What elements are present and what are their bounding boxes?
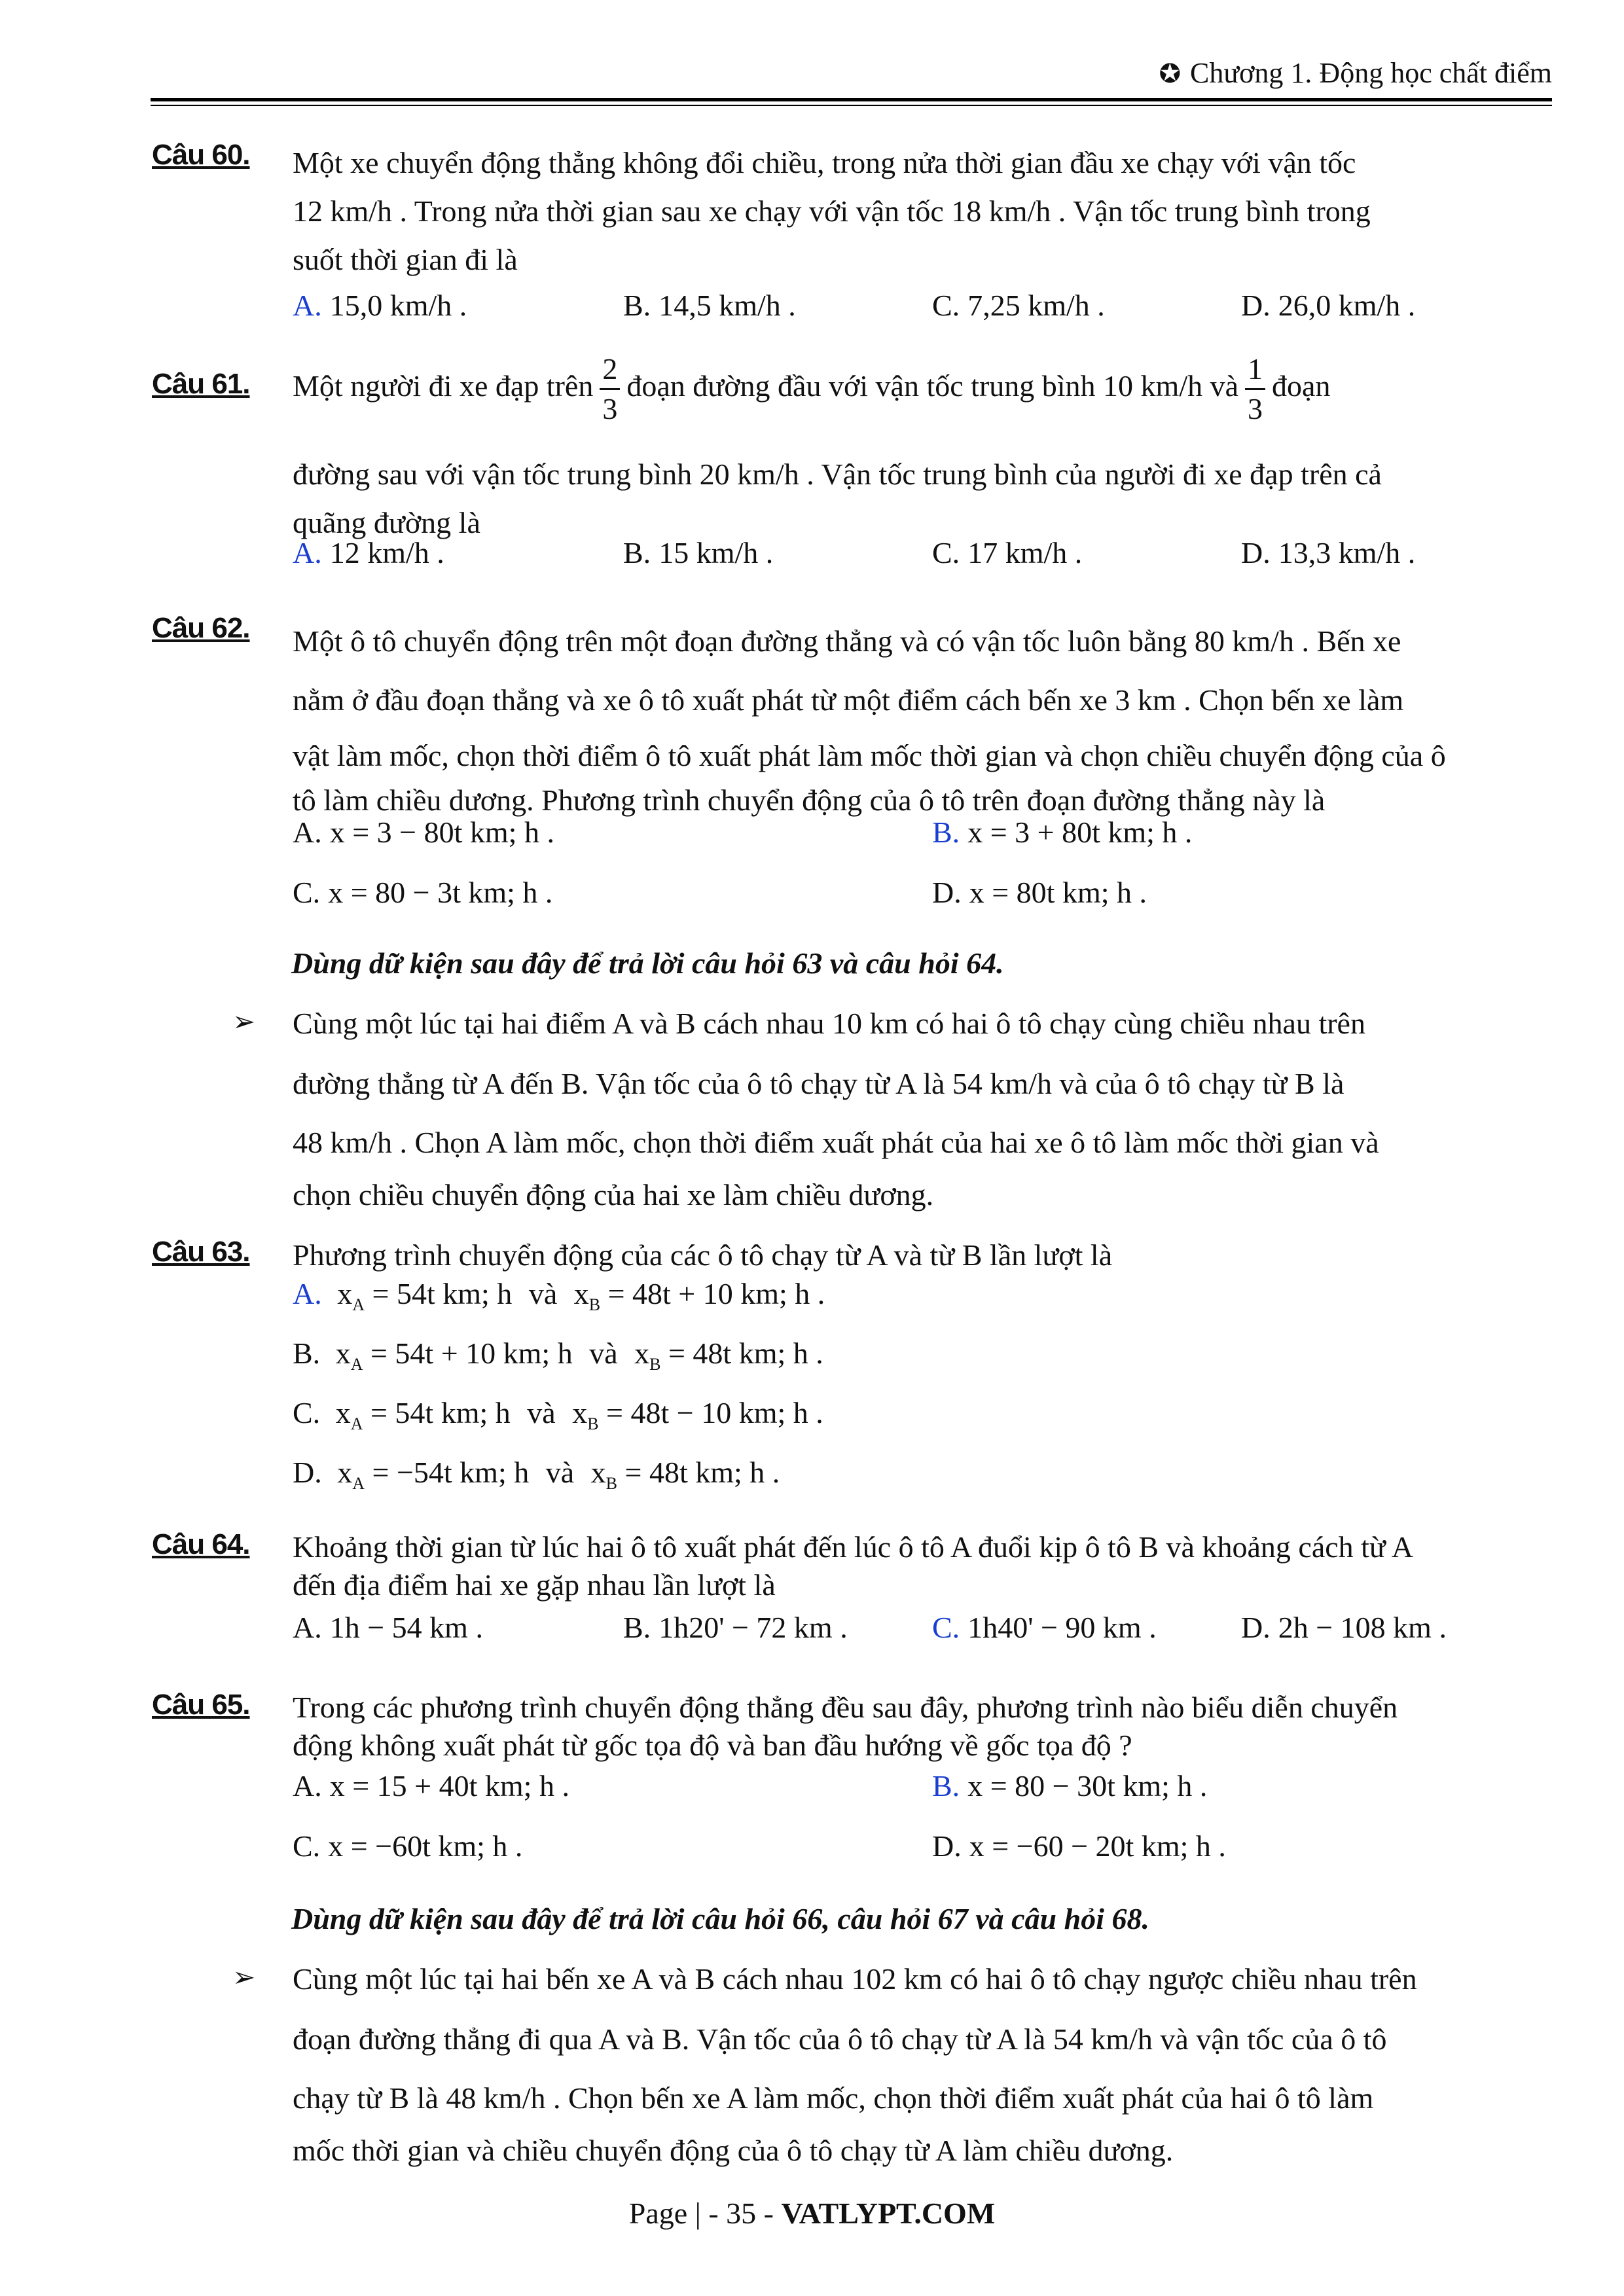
answer-d[interactable]: D. 2h − 108 km .	[1241, 1611, 1447, 1644]
answer-c[interactable]: C. 17 km/h .	[932, 536, 1083, 569]
answer-c[interactable]: C. $x_A = 54t$ km; h và $x_B = 48t - 10$ km; h .	[293, 1396, 823, 1434]
question-label: Câu 60.	[152, 139, 250, 171]
question-text: Phương trình chuyển động của các ô tô chạy từ A và từ B lần lượt là	[293, 1238, 1113, 1272]
answer-a[interactable]: A. $x_A = 54t$ km; h và $x_B = 48t + 10$ km; h .	[293, 1277, 825, 1315]
answer-b[interactable]: B. x = 3 + 80t km; h .	[932, 816, 1193, 849]
arrow-bullet-icon: ➢	[232, 1005, 256, 1037]
answer-a[interactable]: A. 1h − 54 km .	[293, 1611, 483, 1644]
question-text: Một người đi xe đạp trên $\frac{2}{3}$ đoạn đường đầu với vận tốc trung bình 10 km/h và $\frac{1}{3}$ đoạn đường sau với vận tốc trung bình 20 km/h . Vận tốc trung bình của người đi xe đạp trên cả quãng đường là	[293, 351, 1382, 539]
header-rule-thick	[151, 98, 1552, 101]
question-64	[152, 1528, 1553, 1659]
answer-b[interactable]: B. x = 80 − 30t km; h .	[932, 1769, 1208, 1803]
answer-b[interactable]: B. 1h20' − 72 km .	[623, 1611, 848, 1644]
star-icon: ✪	[1159, 59, 1181, 89]
fraction-one-third: $\frac{1}{3}$	[1245, 354, 1265, 424]
question-label: Câu 65.	[152, 1689, 250, 1721]
question-text: Trong các phương trình chuyển động thẳng đều sau đây, phương trình nào biểu diễn chuyển động không xuất phát từ gốc tọa độ và ban đầu hướng về gốc tọa độ ?	[293, 1691, 1398, 1762]
answer-d[interactable]: D. x = −60 − 20t km; h .	[932, 1829, 1226, 1863]
answer-c[interactable]: C. 7,25 km/h .	[932, 289, 1105, 322]
arrow-bullet-icon: ➢	[232, 1961, 256, 1993]
context-paragraph-2: Cùng một lúc tại hai bến xe A và B cách nhau 102 km có hai ô tô chạy ngược chiều nhau trên đoạn đường thẳng đi qua A và B. Vận tốc của ô tô chạy từ A là 54 km/h và vận tốc của ô tô chạy từ B là 48 km/h . Chọn bến xe A làm mốc, chọn thời điểm xuất phát của hai ô tô làm mốc thời gian và chiều chuyển động của ô tô chạy từ A làm chiều dương.	[293, 1962, 1417, 2167]
question-65	[152, 1689, 1553, 1872]
answer-b[interactable]: B. 14,5 km/h .	[623, 289, 796, 322]
answer-c[interactable]: C. 1h40' − 90 km .	[932, 1611, 1157, 1644]
question-60	[152, 139, 1553, 355]
chapter-title: Chương 1. Động học chất điểm	[1189, 57, 1552, 89]
answer-a[interactable]: A. 15,0 km/h .	[293, 289, 467, 322]
page-header	[151, 56, 1552, 98]
fraction-two-thirds: $\frac{2}{3}$	[600, 354, 620, 424]
answer-d[interactable]: D. x = 80t km; h .	[932, 876, 1147, 909]
page-number: Page | - 35 -	[628, 2197, 774, 2230]
question-label: Câu 61.	[152, 368, 250, 400]
context-paragraph-1: Cùng một lúc tại hai điểm A và B cách nhau 10 km có hai ô tô chạy cùng chiều nhau trên đường thẳng từ A đến B. Vận tốc của ô tô chạy từ A là 54 km/h và của ô tô chạy từ B là 48 km/h . Chọn A làm mốc, chọn thời điểm xuất phát của hai xe ô tô làm mốc thời gian và chọn chiều chuyển động của hai xe làm chiều dương.	[293, 1007, 1379, 1211]
answer-d[interactable]: D. $x_A = -54t$ km; h và $x_B = 48t$ km; h .	[293, 1456, 780, 1494]
answer-c[interactable]: C. x = −60t km; h .	[293, 1829, 523, 1863]
site-name: VATLYPT.COM	[781, 2197, 996, 2230]
answer-a[interactable]: A. x = 15 + 40t km; h .	[293, 1769, 569, 1803]
answer-b[interactable]: B. $x_A = 54t + 10$ km; h và $x_B = 48t$ km; h .	[293, 1336, 823, 1374]
answer-b[interactable]: B. 15 km/h .	[623, 536, 774, 569]
answer-c[interactable]: C. x = 80 − 3t km; h .	[293, 876, 553, 909]
question-61	[152, 353, 1553, 583]
question-text: Khoảng thời gian từ lúc hai ô tô xuất phát đến lúc ô tô A đuổi kịp ô tô B và khoảng cách từ A đến địa điểm hai xe gặp nhau lần lượt là	[293, 1530, 1414, 1602]
page-footer	[0, 2196, 1624, 2231]
answer-d[interactable]: D. 13,3 km/h .	[1241, 536, 1416, 569]
question-text: Một ô tô chuyển động trên một đoạn đường thẳng và có vận tốc luôn bằng 80 km/h . Bến xe nằm ở đầu đoạn thẳng và xe ô tô xuất phát từ một điểm cách bến xe 3 km . Chọn bến xe làm vật làm mốc, chọn thời điểm ô tô xuất phát làm mốc thời gian và chọn chiều chuyển động của ô tô làm chiều dương. Phương trình chuyển động của ô tô trên đoạn đường thẳng này là	[293, 624, 1446, 817]
lead-instruction-63-64: Dùng dữ kiện sau đây để trả lời câu hỏi 63 và câu hỏi 64.	[291, 946, 1004, 980]
question-label: Câu 62.	[152, 612, 250, 644]
question-label: Câu 64.	[152, 1528, 250, 1560]
question-label: Câu 63.	[152, 1236, 250, 1268]
answer-d[interactable]: D. 26,0 km/h .	[1241, 289, 1416, 322]
question-62	[152, 612, 1553, 920]
question-63	[152, 1236, 1553, 1511]
lead-instruction-66-68: Dùng dữ kiện sau đây để trả lời câu hỏi 66, câu hỏi 67 và câu hỏi 68.	[291, 1902, 1149, 1935]
header-rule-thin	[151, 105, 1552, 106]
question-text: Một xe chuyển động thẳng không đổi chiều, trong nửa thời gian đầu xe chạy với vận tốc 12 km/h . Trong nửa thời gian sau xe chạy với vận tốc 18 km/h . Vận tốc trung bình trong suốt thời gian đi là	[293, 146, 1371, 276]
answer-a[interactable]: A. 12 km/h .	[293, 536, 444, 569]
answer-a[interactable]: A. x = 3 − 80t km; h .	[293, 816, 554, 849]
